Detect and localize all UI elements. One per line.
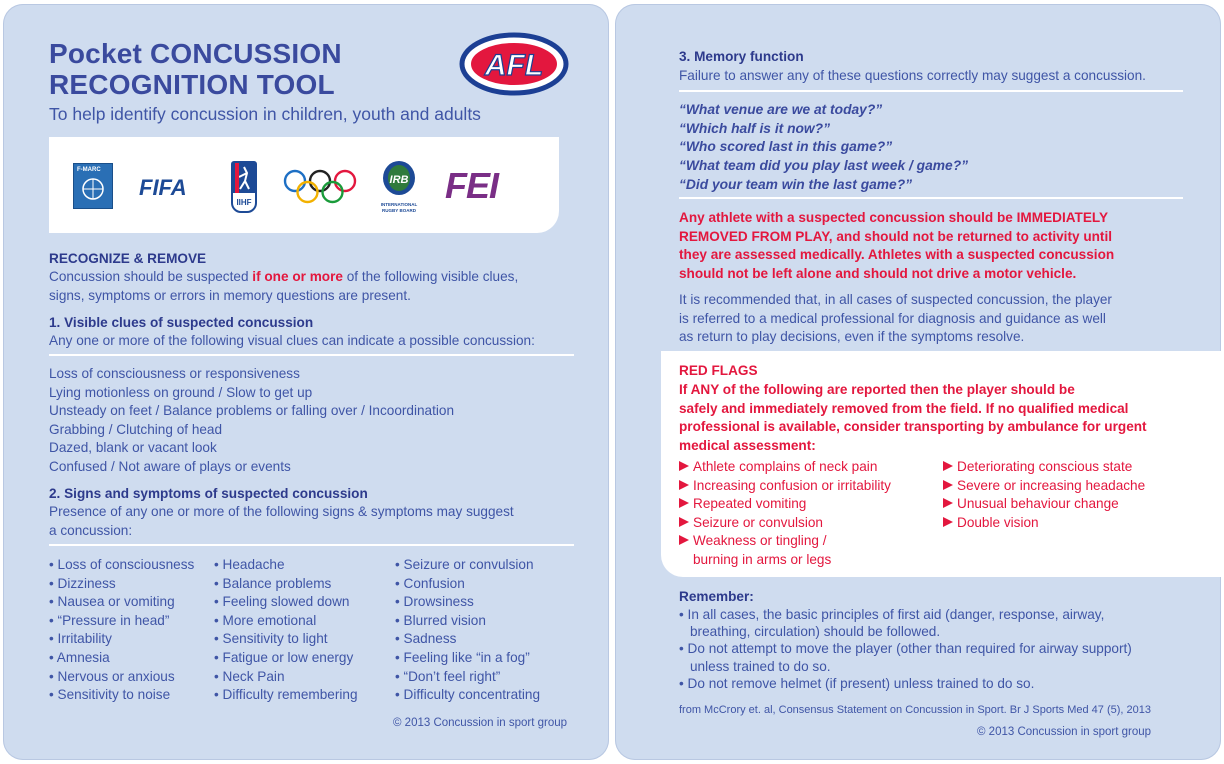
iihf-logo [231,161,257,213]
question-item: “Did your team win the last game?” [679,176,913,192]
section1-intro: Any one or more of the following visual clues can indicate a possible concussion: [49,333,535,348]
olympic-rings-logo [283,169,357,205]
list-item: • Feeling slowed down [214,593,358,612]
partner-logos [49,137,559,233]
iihf-logo-text: IIHF [236,198,252,207]
section2-intro-line-1: Presence of any one or more of the following signs & symptoms may suggest [49,504,514,519]
red-flags-intro [679,381,1147,456]
section2-intro [49,503,514,540]
arrow-right-icon [943,480,953,490]
list-item: • Feeling like “in a fog” [395,649,540,668]
remember-line: • In all cases, the basic principles of first aid (danger, response, airway, [679,607,1105,622]
red-flag-label: Weakness or tingling / [693,533,827,549]
list-item: Grabbing / Clutching of head [49,421,223,437]
red-flags-intro-line: medical assessment: [679,438,816,454]
list-item: • Sensitivity to light [214,630,358,649]
recognize-text-post: of the following visible clues, [342,269,519,284]
irb-caption-line-2: RUGBY BOARD [382,208,416,213]
arrow-right-icon [679,461,689,471]
arrow-right-icon [679,517,689,527]
red-flag-item [943,477,1145,496]
list-item: • Loss of consciousness [49,556,194,575]
red-flag-label: Severe or increasing headache [957,477,1146,493]
list-item: • Amnesia [49,649,194,668]
red-flag-label: Seizure or convulsion [693,514,823,530]
globe-icon [74,173,112,203]
fmarc-logo [73,163,113,209]
list-item: • Drowsiness [395,593,540,612]
remember-line: breathing, circulation) should be followed. [690,624,941,640]
divider [679,197,1183,199]
section2-intro-line-2: a concussion: [49,522,133,538]
red-flag-item [679,495,806,514]
list-item: • Headache [214,556,358,575]
list-item: • “Don’t feel right” [395,668,540,687]
rugby-ball-icon [379,159,419,197]
list-item: • Confusion [395,575,540,594]
recognize-text-pre: Concussion should be suspected [49,269,253,284]
list-item: • Irritability [49,630,194,649]
red-flag-item [679,514,823,533]
symptoms-column-2 [214,556,358,705]
list-item: Loss of consciousness or responsiveness [49,366,300,381]
recognize-line-1 [49,268,569,287]
title-line-1: Pocket CONCUSSION [49,38,342,69]
recommendation-text [679,291,1112,347]
warning-line: should not be left alone and should not drive a motor vehicle. [679,266,1077,282]
divider [49,354,574,356]
red-flag-item [943,495,1119,514]
afl-logo-text: AFL [484,49,544,82]
list-item: Lying motionless on ground / Slow to get up [49,384,313,400]
list-item: • More emotional [214,612,358,631]
red-flag-item [943,514,1039,533]
visible-clues-list [49,365,454,477]
remember-line: unless trained to do so. [690,658,831,674]
red-flag-label: Increasing confusion or irritability [693,477,891,493]
red-flag-label: Repeated vomiting [693,496,807,512]
copyright: © 2013 Concussion in sport group [393,717,568,729]
list-item: • Neck Pain [214,668,358,687]
list-item: • Seizure or convulsion [395,556,540,575]
red-flags-box [661,351,1221,577]
copyright: © 2013 Concussion in sport group [977,726,1152,738]
tool-title [49,38,342,100]
arrow-right-icon [679,535,689,545]
arrow-right-icon [943,461,953,471]
question-item: “What venue are we at today?” [679,102,883,117]
recognize-text [49,268,569,305]
fifa-logo: FIFA [139,175,187,200]
red-flag-item [679,477,891,496]
irb-caption [379,202,419,214]
arrow-right-icon [943,498,953,508]
removal-warning [679,209,1114,284]
recommend-line: is referred to a medical professional for diagnosis and guidance as well [679,310,1106,326]
arrow-right-icon [679,498,689,508]
arrow-right-icon [943,517,953,527]
symptoms-column-3 [395,556,540,705]
arrow-right-icon [679,480,689,490]
remember-list [679,606,1132,692]
recognize-line-2: signs, symptoms or errors in memory questions are present. [49,287,411,303]
remember-heading: Remember: [679,589,754,604]
question-item: “Who scored last in this game?” [679,139,893,155]
list-item: • Difficulty remembering [214,686,358,705]
section2-heading: 2. Signs and symptoms of suspected concussion [49,486,368,501]
irb-logo-text: IRB [389,174,409,186]
red-flag-continuation: burning in arms or legs [693,552,832,567]
red-flag-label: Athlete complains of neck pain [693,459,878,474]
remember-line: • Do not remove helmet (if present) unless trained to do so. [679,675,1035,691]
list-item: • Dizziness [49,575,194,594]
red-flags-intro-line: professional is available, consider transporting by ambulance for urgent [679,419,1147,435]
irb-caption-line-1: INTERNATIONAL [380,202,418,207]
list-item: Dazed, blank or vacant look [49,440,217,456]
fei-logo: FEI [445,165,499,206]
list-item: • “Pressure in head” [49,612,194,631]
warning-line: REMOVED FROM PLAY, and should not be returned to activity until [679,228,1113,244]
warning-line: they are assessed medically. Athletes with a suspected concussion [679,247,1115,263]
recommend-line: as return to play decisions, even if the symptoms resolve. [679,329,1025,344]
afl-logo [459,32,569,96]
warning-line: Any athlete with a suspected concussion should be IMMEDIATELY [679,210,1109,225]
red-flag-label: Double vision [957,514,1039,530]
red-flag-item [679,458,877,477]
list-item: • Balance problems [214,575,358,594]
section1-heading: 1. Visible clues of suspected concussion [49,315,314,330]
irb-logo [379,159,419,215]
fmarc-logo-text: F-MARC [77,167,101,173]
recognize-text-highlight: if one or more [252,269,343,284]
divider [679,90,1183,92]
list-item: • Fatigue or low energy [214,649,358,668]
red-flag-item [943,458,1132,477]
list-item: • Nausea or vomiting [49,593,194,612]
red-flag-label: Unusual behaviour change [957,496,1119,512]
list-item: • Difficulty concentrating [395,686,540,705]
list-item: • Nervous or anxious [49,668,194,687]
left-card [3,4,609,760]
right-card [615,4,1221,760]
reference: from McCrory et. al, Consensus Statement on Concussion in Sport. Br J Sports Med 47 (5), 2013 [679,704,1151,716]
section3-heading: 3. Memory function [679,49,804,64]
memory-questions [679,101,968,195]
recognize-heading: RECOGNIZE & REMOVE [49,251,207,266]
red-flags-intro-line: If ANY of the following are reported then the player should be [679,382,1075,397]
hockey-player-icon [233,163,255,193]
question-item: “What team did you play last week / game?” [679,158,969,174]
list-item: Confused / Not aware of plays or events [49,458,291,474]
symptoms-column-1 [49,556,194,705]
red-flags-intro-line: safely and immediately removed from the field. If no qualified medical [679,400,1129,416]
divider [49,544,574,546]
title-line-2: RECOGNITION TOOL [49,69,335,100]
list-item: Unsteady on feet / Balance problems or falling over / Incoordination [49,403,455,419]
list-item: • Blurred vision [395,612,540,631]
recommend-line: It is recommended that, in all cases of suspected concussion, the player [679,292,1112,307]
list-item: • Sadness [395,630,540,649]
remember-line: • Do not attempt to move the player (other than required for airway support) [679,641,1132,657]
red-flag-item [679,532,827,551]
red-flags-heading: RED FLAGS [679,363,758,378]
red-flag-label: Deteriorating conscious state [957,459,1133,474]
list-item: • Sensitivity to noise [49,686,194,705]
subtitle: To help identify concussion in children, youth and adults [49,104,481,124]
question-item: “Which half is it now?” [679,120,830,136]
section3-intro: Failure to answer any of these questions correctly may suggest a concussion. [679,68,1146,83]
